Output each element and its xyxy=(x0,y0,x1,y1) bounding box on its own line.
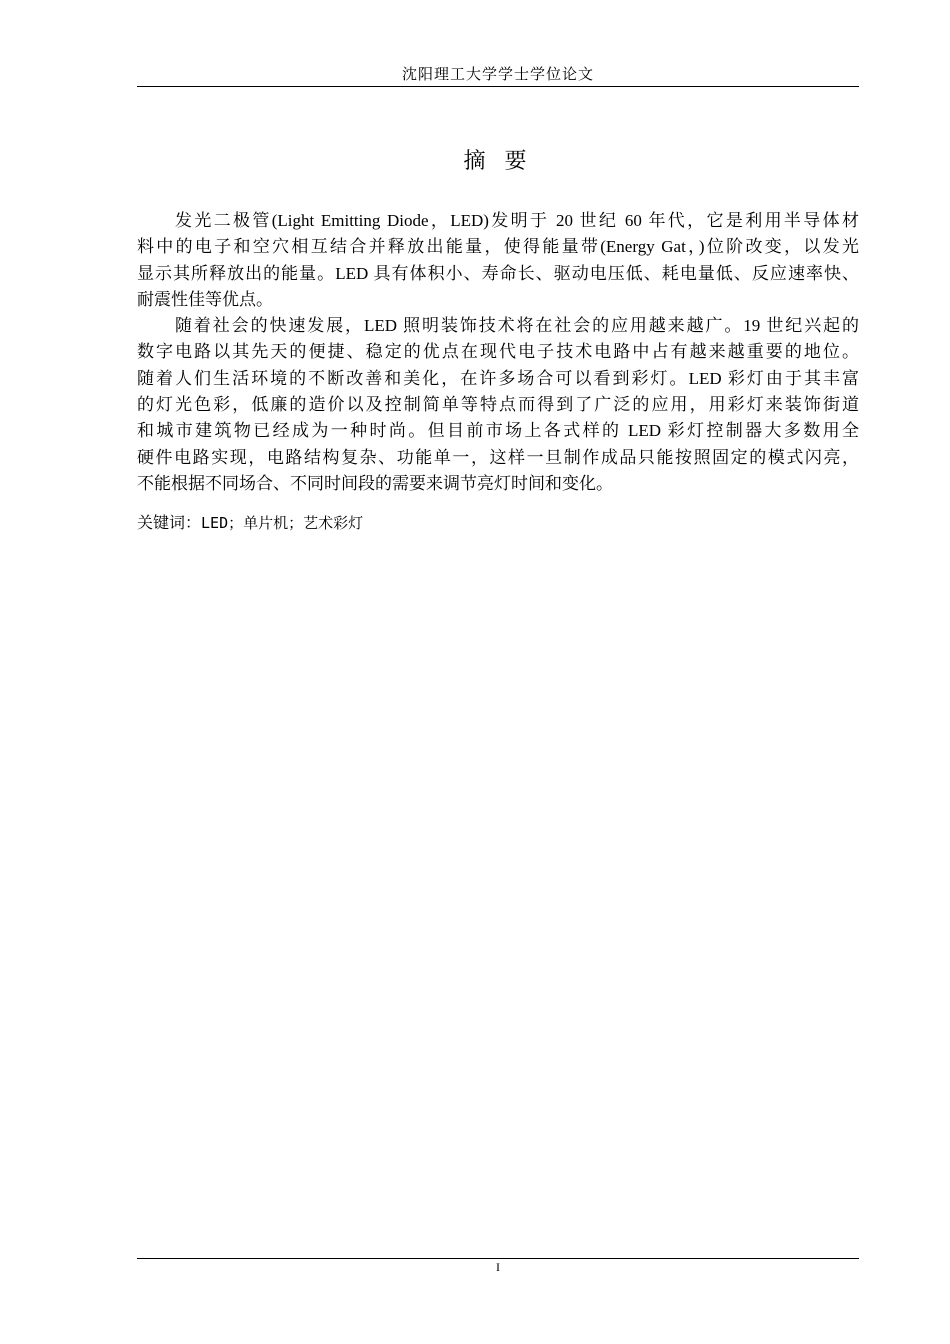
running-header: 沈阳理工大学学士学位论文 xyxy=(401,67,594,83)
text-line: 显示其所释放出的能量。LED 具有体积小、寿命长、驱动电压低、耗电量低、反应速率快、 xyxy=(137,263,859,283)
footer-rule xyxy=(137,1258,859,1259)
text-line: 数字电路以其先天的便捷、稳定的优点在现代电子技术电路中占有越来越重要的地位。 xyxy=(137,342,859,362)
abstract-heading: 摘 要 xyxy=(463,149,533,174)
text-line: 随着社会的快速发展，LED 照明装饰技术将在社会的应用越来越广。19 世纪兴起的 xyxy=(175,316,859,336)
keywords-value: LED；单片机；艺术彩灯 xyxy=(201,514,364,532)
keywords-label: 关键词： xyxy=(137,513,202,532)
text-line: 硬件电路实现，电路结构复杂、功能单一，这样一旦制作成品只能按照固定的模式闪亮， xyxy=(137,447,859,467)
text-line: 发光二极管(Light Emitting Diode，LED)发明于 20 世纪 60 年代，它是利用半导体材 xyxy=(175,211,859,230)
keywords-line xyxy=(137,511,363,536)
text-line: 耐震性佳等优点。 xyxy=(137,289,273,309)
abstract-paragraph-1 xyxy=(137,208,859,313)
text-line: 随着人们生活环境的不断改善和美化，在许多场合可以看到彩灯。LED 彩灯由于其丰富 xyxy=(137,368,859,388)
header-rule xyxy=(137,86,859,87)
text-line: 和城市建筑物已经成为一种时尚。但目前市场上各式样的 LED 彩灯控制器大多数用全 xyxy=(137,421,859,441)
page-number: I xyxy=(496,1260,500,1274)
text-line: 料中的电子和空穴相互结合并释放出能量，使得能量带(Energy Gat，)位阶改变，以发光 xyxy=(137,237,859,257)
abstract-body xyxy=(137,208,859,497)
text-line: 的灯光色彩，低廉的造价以及控制简单等特点而得到了广泛的应用，用彩灯来装饰街道 xyxy=(137,395,859,415)
text-line: 不能根据不同场合、不同时间段的需要来调节亮灯时间和变化。 xyxy=(137,473,613,493)
abstract-paragraph-2 xyxy=(137,313,859,497)
